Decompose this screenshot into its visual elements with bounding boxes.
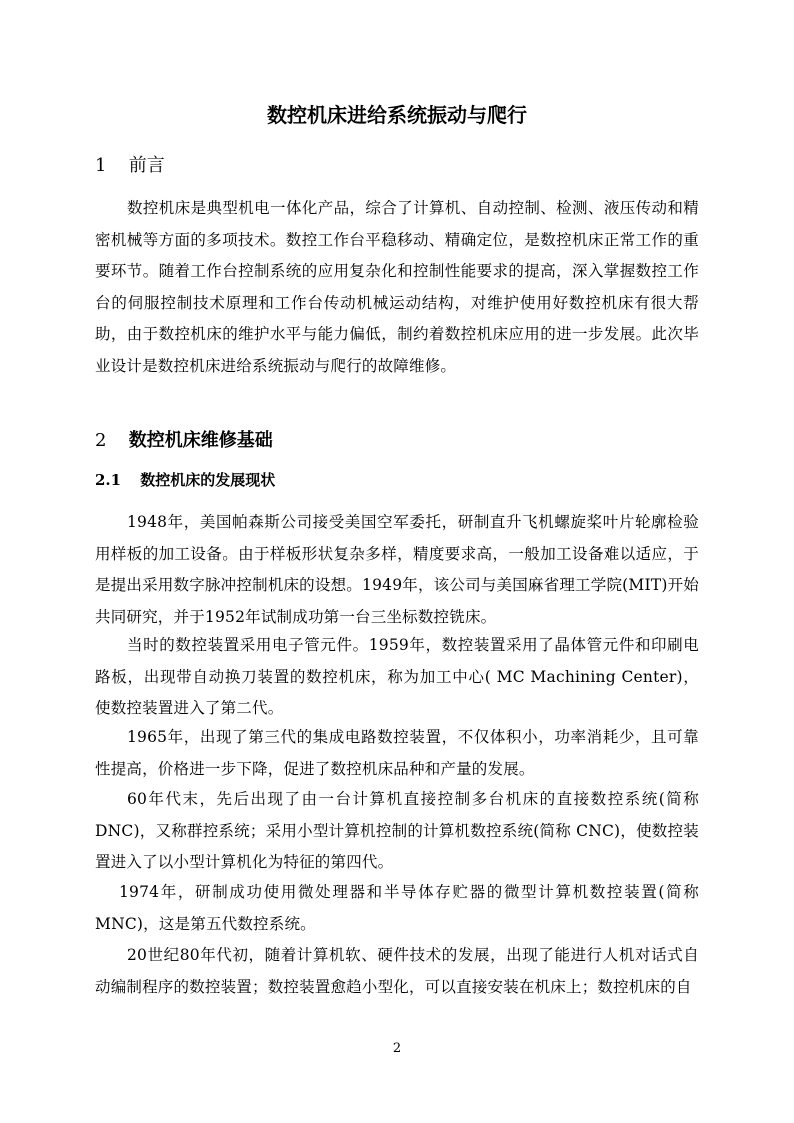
paragraph-1959: 当时的数控装置采用电子管元件。1959年，数控装置采用了晶体管元件和印刷电路板，出现带自动换刀装置的数控机床，称为加工中心( MC Machining Center)，使数控装置进入了第二代。 [95, 636, 699, 717]
paragraph-introduction: 数控机床是典型机电一体化产品，综合了计算机、自动控制、检测、液压传动和精密机械等方面的多项技术。数控工作台平稳移动、精确定位，是数控机床正常工作的重要环节。随着工作台控制系统的应用复杂化和控制性能要求的提高，深入掌握数控工作台的伺服控制技术原理和工作台传动机械运动结构，对维护使用好数控机床有很大帮助，由于数控机床的维护水平与能力偏低，制约着数控机床应用的进一步发展。此次毕业设计是数控机床进给系统振动与爬行的故障维修。 [95, 199, 699, 375]
paragraph-1974: 1974年，研制成功使用微处理器和半导体存贮器的微型计算机数控装置(简称MNC)，这是第五代数控系统。 [95, 883, 699, 933]
subsection-2-1-heading [95, 468, 275, 492]
subsection-number: 2.1 [95, 471, 122, 489]
section-number: 1 [95, 155, 107, 176]
section-number: 2 [95, 430, 107, 451]
paragraph-1948: 1948年，美国帕森斯公司接受美国空军委托，研制直升飞机螺旋桨叶片轮廓检验用样板的加工设备。由于样板形状复杂多样，精度要求高，一般加工设备难以适应，于是提出采用数字脉冲控制机床的设想。1949年，该公司与美国麻省理工学院(MIT)开始共同研究，并于1952年试制成功第一台三坐标数控铣床。 [95, 513, 699, 626]
section-title: 数控机床维修基础 [128, 430, 273, 451]
paragraph-80s: 20世纪80年代初，随着计算机软、硬件技术的发展，出现了能进行人机对话式自动编制程序的数控装置；数控装置愈趋小型化，可以直接安装在机床上；数控机床的自 [95, 946, 699, 996]
paragraph-1965: 1965年，出现了第三代的集成电路数控装置，不仅体积小，功率消耗少，且可靠性提高，价格进一步下降，促进了数控机床品种和产量的发展。 [95, 728, 699, 778]
section-2-heading [95, 428, 273, 454]
paragraph-60s: 60年代末，先后出现了由一台计算机直接控制多台机床的直接数控系统(简称DNC)，又称群控系统；采用小型计算机控制的计算机数控系统(简称 CNC)，使数控装置进入了以小型计算机化为特征的第四代。 [95, 790, 699, 871]
section-title: 前言 [128, 155, 165, 176]
section-1-heading [95, 153, 165, 179]
page-number: 2 [392, 1041, 402, 1056]
subsection-title: 数控机床的发展现状 [140, 471, 276, 489]
document-title: 数控机床进给系统振动与爬行 [267, 103, 527, 127]
